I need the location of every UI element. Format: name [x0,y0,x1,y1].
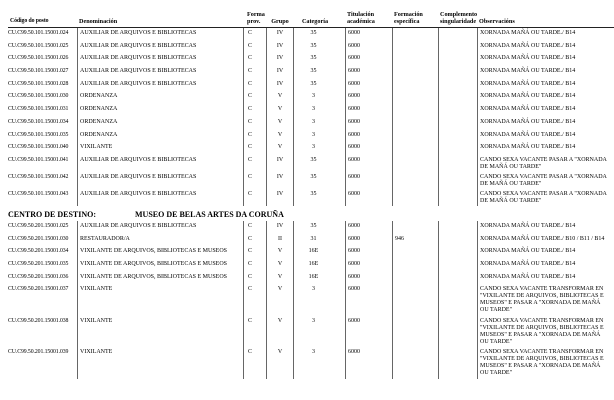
col-header-complemento-singularidade [438,11,477,25]
cell-categoria: 3 [293,117,345,130]
cell-complemento-singularidade [438,28,477,41]
cell-grupo: V [266,130,293,143]
cell-denominacion: AUXILIAR DE ARQUIVOS E BIBLIOTECAS [77,28,243,41]
cell-complemento-singularidade [438,221,477,234]
cell-formacion-especifica [392,316,438,348]
cell-forma-prov: C [243,142,266,155]
cell-formacion-especifica [392,259,438,272]
cell-forma-prov: C [243,91,266,104]
cell-codigo-do-posto: CU.C99.50.201.15001.039 [8,349,69,356]
cell-observacions: XORNADA MAÑÁ OU TARDE./ B14 [477,117,614,130]
header-line: Formación [394,11,423,18]
cell-observacions: XORNADA MAÑÁ OU TARDE./ B10 / B11 / B14 [477,234,614,247]
cell-complemento-singularidade [438,79,477,92]
cell-titulacion-academica: 6000 [345,155,392,172]
header-line: académica [347,18,375,25]
cell-codigo-do-posto: CU.C99.50.101.15001.024 [8,30,69,36]
cell-titulacion-academica: 6000 [345,284,392,316]
cell-forma-prov: C [243,246,266,259]
cell-codigo-do-posto: CU.C99.50.101.15001.031 [8,106,69,113]
cell-forma-prov: C [243,28,266,41]
cell-categoria: 35 [293,53,345,66]
cell-denominacion: VIXILANTE [77,347,243,379]
cell-titulacion-academica: 6000 [345,246,392,259]
cell-codigo-do-posto: CU.C99.50.101.15001.027 [8,68,69,75]
cell-categoria: 35 [293,189,345,206]
cell-categoria: 16E [293,259,345,272]
col-header-formacion-especifica [392,11,438,25]
cell-formacion-especifica [392,347,438,379]
cell-categoria: 35 [293,221,345,234]
cell-forma-prov: C [243,104,266,117]
cell-denominacion: ORDENANZA [77,117,243,130]
cell-categoria: 3 [293,104,345,117]
cell-codigo-do-posto: CU.C99.50.101.15001.042 [8,173,69,180]
table-row [8,53,614,66]
cell-grupo: V [266,284,293,316]
centro-de-destino-value: MUSEO DE BELAS ARTES DA CORUÑA [135,209,284,219]
cell-observacions: CANDO SEXA VACANTE TRANSFORMAR EN "VIXILANTE DE ARQUIVOS, BIBLIOTECAS E MUSEOS" E PASAR A "XORNADA DE MAÑÁ OU TARDE" [477,284,614,316]
cell-forma-prov: C [243,172,266,189]
cell-categoria: 35 [293,155,345,172]
cell-complemento-singularidade [438,104,477,117]
cell-forma-prov: C [243,316,266,348]
cell-categoria: 16E [293,246,345,259]
cell-complemento-singularidade [438,189,477,206]
cell-complemento-singularidade [438,246,477,259]
cell-formacion-especifica [392,104,438,117]
cell-categoria: 35 [293,28,345,41]
cell-complemento-singularidade [438,53,477,66]
positions-table-section-1 [8,28,614,206]
cell-grupo: V [266,347,293,379]
cell-denominacion: ORDENANZA [77,91,243,104]
cell-formacion-especifica [392,284,438,316]
cell-forma-prov: C [243,130,266,143]
cell-formacion-especifica [392,91,438,104]
cell-formacion-especifica [392,189,438,206]
cell-titulacion-academica: 6000 [345,28,392,41]
col-header-grupo: Grupo [271,18,289,25]
cell-grupo: V [266,259,293,272]
table-row [8,272,614,285]
cell-categoria: 35 [293,79,345,92]
cell-denominacion: VIXILANTE DE ARQUIVOS, BIBLIOTECAS E MUSEOS [77,259,243,272]
cell-complemento-singularidade [438,172,477,189]
table-row [8,104,614,117]
cell-forma-prov: C [243,41,266,54]
cell-grupo: IV [266,53,293,66]
cell-grupo: V [266,272,293,285]
cell-forma-prov: C [243,117,266,130]
table-row [8,284,614,316]
cell-forma-prov: C [243,347,266,379]
cell-denominacion: VIXILANTE [77,284,243,316]
cell-observacions: XORNADA MAÑÁ OU TARDE./ B14 [477,142,614,155]
cell-observacions: XORNADA MAÑÁ OU TARDE./ B14 [477,130,614,143]
cell-formacion-especifica [392,272,438,285]
col-header-observacions: Observacións [479,18,515,25]
cell-formacion-especifica [392,66,438,79]
table-row [8,259,614,272]
cell-codigo-do-posto: CU.C99.50.201.15001.035 [8,260,69,267]
cell-grupo: V [266,104,293,117]
centro-de-destino-heading [8,210,614,220]
cell-grupo: V [266,246,293,259]
cell-forma-prov: C [243,189,266,206]
cell-observacions: XORNADA MAÑÁ OU TARDE./ B14 [477,104,614,117]
cell-formacion-especifica [392,53,438,66]
cell-grupo: IV [266,79,293,92]
cell-grupo: II [266,234,293,247]
col-header-denominacion: Denominación [79,18,118,25]
cell-titulacion-academica: 6000 [345,117,392,130]
cell-denominacion: AUXILIAR DE ARQUIVOS E BIBLIOTECAS [77,53,243,66]
cell-codigo-do-posto: CU.C99.50.101.15001.034 [8,118,69,125]
table-row [8,28,614,41]
cell-categoria: 16E [293,272,345,285]
cell-denominacion: RESTAURADOR/A [77,234,243,247]
cell-codigo-do-posto: CU.C99.50.201.15001.025 [8,222,69,229]
cell-codigo-do-posto: CU.C99.50.201.15001.037 [8,286,69,293]
cell-denominacion: AUXILIAR DE ARQUIVOS E BIBLIOTECAS [77,79,243,92]
cell-titulacion-academica: 6000 [345,221,392,234]
cell-complemento-singularidade [438,130,477,143]
cell-codigo-do-posto: CU.C99.50.101.15001.026 [8,55,69,62]
cell-codigo-do-posto: CU.C99.50.101.15001.043 [8,190,69,197]
table-row [8,41,614,54]
cell-denominacion: AUXILIAR DE ARQUIVOS E BIBLIOTECAS [77,41,243,54]
cell-forma-prov: C [243,234,266,247]
cell-categoria: 35 [293,41,345,54]
cell-complemento-singularidade [438,66,477,79]
cell-grupo: IV [266,28,293,41]
cell-formacion-especifica [392,142,438,155]
cell-complemento-singularidade [438,142,477,155]
cell-titulacion-academica: 6000 [345,41,392,54]
cell-categoria: 3 [293,130,345,143]
table-row [8,172,614,189]
cell-forma-prov: C [243,272,266,285]
table-row [8,130,614,143]
cell-categoria: 3 [293,347,345,379]
cell-titulacion-academica: 6000 [345,104,392,117]
cell-grupo: IV [266,155,293,172]
cell-forma-prov: C [243,259,266,272]
cell-grupo: V [266,117,293,130]
cell-formacion-especifica [392,117,438,130]
cell-codigo-do-posto: CU.C99.50.201.15001.036 [8,273,69,280]
table-row [8,221,614,234]
cell-titulacion-academica: 6000 [345,272,392,285]
header-line: prov. [247,18,261,25]
cell-codigo-do-posto: CU.C99.50.101.15001.025 [8,42,69,49]
cell-complemento-singularidade [438,272,477,285]
cell-titulacion-academica: 6000 [345,172,392,189]
cell-titulacion-academica: 6000 [345,316,392,348]
cell-denominacion: VIXILANTE [77,316,243,348]
cell-observacions: XORNADA MAÑÁ OU TARDE./ B14 [477,28,614,41]
col-header-forma-prov [243,11,266,25]
header-line: Complemento [440,11,478,18]
table-row [8,155,614,172]
table-row [8,347,614,379]
positions-table-section-2 [8,221,614,379]
cell-grupo: IV [266,172,293,189]
cell-formacion-especifica [392,28,438,41]
cell-denominacion: AUXILIAR DE ARQUIVOS E BIBLIOTECAS [77,66,243,79]
table-row [8,189,614,206]
table-row [8,117,614,130]
cell-grupo: IV [266,221,293,234]
cell-formacion-especifica [392,79,438,92]
cell-titulacion-academica: 6000 [345,259,392,272]
cell-formacion-especifica [392,41,438,54]
cell-codigo-do-posto: CU.C99.50.201.15001.038 [8,317,69,324]
cell-observacions: XORNADA MAÑÁ OU TARDE./ B14 [477,79,614,92]
cell-forma-prov: C [243,79,266,92]
cell-denominacion: VIXILANTE DE ARQUIVOS, BIBLIOTECAS E MUSEOS [77,246,243,259]
cell-observacions: CANDO SEXA VACANTE TRANSFORMAR EN "VIXILANTE DE ARQUIVOS, BIBLIOTECAS E MUSEOS" E PASAR A "XORNADA DE MAÑÁ OU TARDE" [477,347,614,379]
cell-titulacion-academica: 6000 [345,189,392,206]
cell-formacion-especifica [392,246,438,259]
cell-titulacion-academica: 6000 [345,79,392,92]
cell-complemento-singularidade [438,155,477,172]
cell-formacion-especifica [392,155,438,172]
cell-grupo: IV [266,66,293,79]
cell-categoria: 3 [293,91,345,104]
cell-forma-prov: C [243,155,266,172]
cell-complemento-singularidade [438,234,477,247]
cell-formacion-especifica [392,221,438,234]
cell-observacions: CANDO SEXA VACANTE TRANSFORMAR EN "VIXILANTE DE ARQUIVOS, BIBLIOTECAS E MUSEOS" E PASAR A "XORNADA DE MAÑÁ OU TARDE" [477,316,614,348]
cell-formacion-especifica [392,130,438,143]
cell-observacions: XORNADA MAÑÁ OU TARDE./ B14 [477,91,614,104]
cell-titulacion-academica: 6000 [345,53,392,66]
cell-categoria: 3 [293,284,345,316]
cell-complemento-singularidade [438,284,477,316]
cell-categoria: 3 [293,316,345,348]
cell-observacions: XORNADA MAÑÁ OU TARDE./ B14 [477,53,614,66]
cell-complemento-singularidade [438,347,477,379]
header-line: Forma [247,11,265,18]
cell-denominacion: AUXILIAR DE ARQUIVOS E BIBLIOTECAS [77,172,243,189]
cell-observacions: XORNADA MAÑÁ OU TARDE./ B14 [477,41,614,54]
cell-titulacion-academica: 6000 [345,66,392,79]
cell-codigo-do-posto: CU.C99.50.101.15001.035 [8,131,69,138]
cell-grupo: V [266,91,293,104]
table-row [8,91,614,104]
cell-grupo: IV [266,189,293,206]
cell-grupo: V [266,316,293,348]
table-row [8,79,614,92]
col-header-categoria: Categoría [301,18,329,25]
cell-observacions: CANDO SEXA VACANTE PASAR A "XORNADA DE MAÑÁ OU TARDE" [477,189,614,206]
cell-complemento-singularidade [438,91,477,104]
cell-denominacion: ORDENANZA [77,130,243,143]
cell-observacions: XORNADA MAÑÁ OU TARDE./ B14 [477,246,614,259]
cell-categoria: 35 [293,172,345,189]
header-line: específica [394,18,420,25]
cell-titulacion-academica: 6000 [345,234,392,247]
cell-formacion-especifica: 946 [392,234,438,247]
cell-grupo: IV [266,41,293,54]
cell-observacions: XORNADA MAÑÁ OU TARDE./ B14 [477,66,614,79]
cell-denominacion: AUXILIAR DE ARQUIVOS E BIBLIOTECAS [77,221,243,234]
cell-categoria: 3 [293,142,345,155]
cell-codigo-do-posto: CU.C99.50.101.15001.040 [8,144,69,151]
cell-codigo-do-posto: CU.C99.50.201.15001.030 [8,235,69,242]
cell-codigo-do-posto: CU.C99.50.101.15001.041 [8,156,69,163]
cell-forma-prov: C [243,66,266,79]
col-header-codigo-do-posto: Código do posto [10,18,49,24]
cell-codigo-do-posto: CU.C99.50.101.15001.028 [8,80,69,87]
header-line: singularidade [440,18,477,25]
cell-forma-prov: C [243,221,266,234]
cell-complemento-singularidade [438,259,477,272]
header-line: Titulación [347,11,375,18]
cell-observacions: XORNADA MAÑÁ OU TARDE./ B14 [477,272,614,285]
table-row [8,66,614,79]
cell-forma-prov: C [243,284,266,316]
cell-titulacion-academica: 6000 [345,130,392,143]
cell-formacion-especifica [392,172,438,189]
cell-titulacion-academica: 6000 [345,91,392,104]
table-row [8,142,614,155]
cell-observacions: XORNADA MAÑÁ OU TARDE./ B14 [477,259,614,272]
cell-denominacion: ORDENANZA [77,104,243,117]
cell-complemento-singularidade [438,316,477,348]
cell-codigo-do-posto: CU.C99.50.101.15001.030 [8,93,69,100]
cell-complemento-singularidade [438,117,477,130]
table-row [8,234,614,247]
cell-observacions: CANDO SEXA VACANTE PASAR A "XORNADA DE MAÑÁ OU TARDE" [477,155,614,172]
cell-denominacion: AUXILIAR DE ARQUIVOS E BIBLIOTECAS [77,189,243,206]
cell-observacions: CANDO SEXA VACANTE PASAR A "XORNADA DE MAÑÁ OU TARDE" [477,172,614,189]
cell-titulacion-academica: 6000 [345,347,392,379]
cell-grupo: V [266,142,293,155]
col-header-titulacion-academica [345,11,392,25]
table-header-row [8,5,614,28]
cell-forma-prov: C [243,53,266,66]
cell-codigo-do-posto: CU.C99.50.201.15001.034 [8,248,69,255]
cell-categoria: 31 [293,234,345,247]
cell-titulacion-academica: 6000 [345,142,392,155]
centro-de-destino-label: CENTRO DE DESTINO: [8,209,97,219]
cell-denominacion: VIXILANTE [77,142,243,155]
cell-categoria: 35 [293,66,345,79]
table-row [8,246,614,259]
cell-denominacion: AUXILIAR DE ARQUIVOS E BIBLIOTECAS [77,155,243,172]
cell-observacions: XORNADA MAÑÁ OU TARDE./ B14 [477,221,614,234]
cell-denominacion: VIXILANTE DE ARQUIVOS, BIBLIOTECAS E MUSEOS [77,272,243,285]
cell-complemento-singularidade [438,41,477,54]
table-row [8,316,614,348]
